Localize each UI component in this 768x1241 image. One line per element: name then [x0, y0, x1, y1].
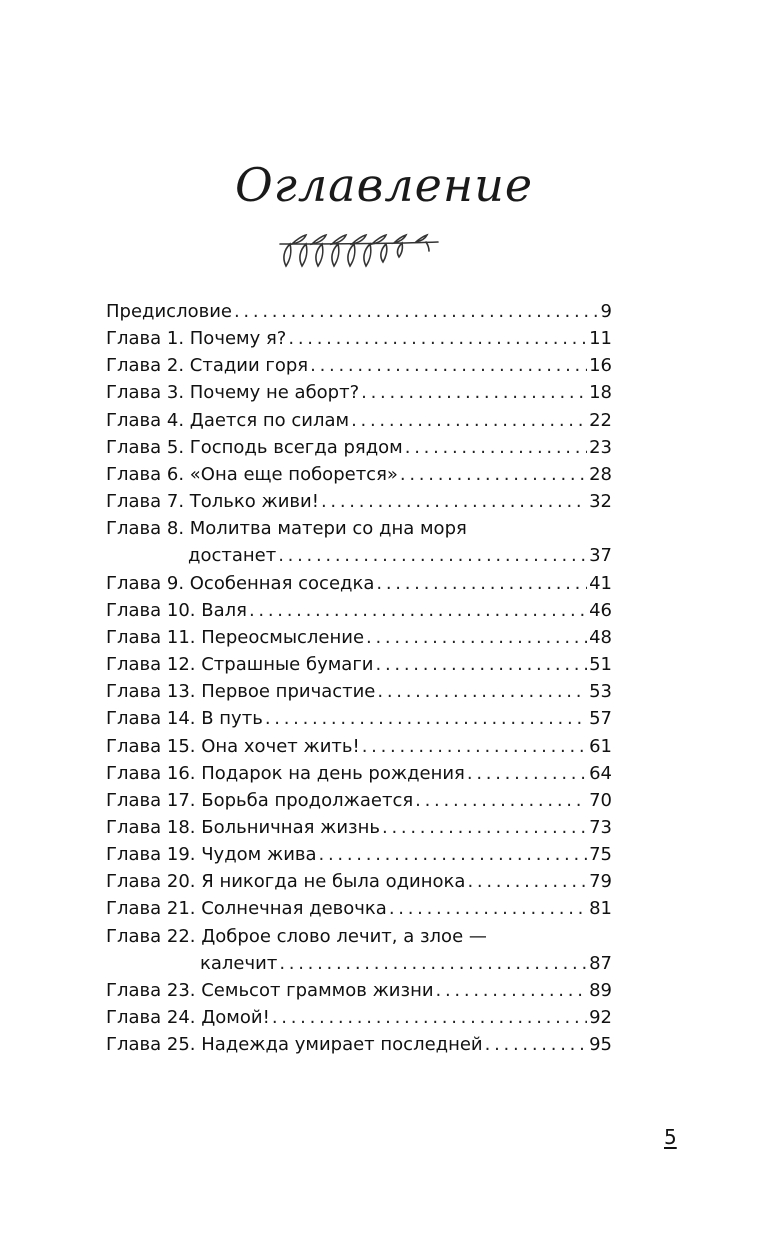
- dot-leader: [436, 977, 588, 1004]
- dot-leader: [361, 379, 587, 406]
- toc-entry-title: Глава 1. Почему я?: [106, 328, 287, 350]
- toc-entry[interactable]: [106, 570, 612, 597]
- toc-entry[interactable]: [106, 488, 612, 515]
- toc-entry-page: 57: [589, 708, 612, 730]
- toc-entry-continuation[interactable]: [106, 950, 612, 977]
- toc-entry-page: 37: [589, 545, 612, 567]
- toc-entry-page: 73: [589, 816, 612, 838]
- toc-entry[interactable]: [106, 841, 612, 868]
- dot-leader: [249, 597, 587, 624]
- dot-leader: [382, 814, 587, 841]
- toc-entry[interactable]: [106, 678, 612, 705]
- toc-entry-page: 81: [589, 898, 612, 920]
- toc-entry[interactable]: [106, 760, 612, 787]
- toc-entry-title: Глава 2. Стадии горя: [106, 355, 309, 377]
- toc-entry-title: Глава 24. Домой!: [106, 1007, 270, 1029]
- toc-entry-title: Глава 10. Валя: [106, 599, 247, 621]
- toc-entry-page: 95: [589, 1034, 612, 1056]
- toc-entry-page: 16: [589, 355, 612, 377]
- page-number: 5: [664, 1125, 677, 1149]
- toc-entry-page: 32: [589, 491, 612, 513]
- toc-entry-continuation[interactable]: [106, 542, 612, 569]
- toc-entry[interactable]: [106, 461, 612, 488]
- toc-entry-page: 92: [589, 1007, 612, 1029]
- toc-entry[interactable]: [106, 379, 612, 406]
- toc-entry-page: 18: [589, 382, 612, 404]
- toc-entry[interactable]: [106, 298, 612, 325]
- toc-entry-title: Глава 14. В путь: [106, 708, 263, 730]
- dot-leader: [279, 950, 587, 977]
- dot-leader: [278, 542, 587, 569]
- toc-entry-page: 64: [589, 762, 612, 784]
- dot-leader: [265, 705, 587, 732]
- toc-entry[interactable]: [106, 733, 612, 760]
- dot-leader: [234, 298, 599, 325]
- toc-entry-page: 70: [589, 789, 612, 811]
- dot-leader: [415, 787, 587, 814]
- dot-leader: [376, 570, 587, 597]
- dot-leader: [288, 325, 587, 352]
- dot-leader: [310, 352, 587, 379]
- dot-leader: [467, 868, 587, 895]
- toc-entry-title: Глава 7. Только живи!: [106, 491, 319, 513]
- table-of-contents: [106, 298, 612, 1058]
- toc-entry-title: Глава 5. Господь всегда рядом: [106, 436, 403, 458]
- toc-entry-page: 9: [600, 301, 612, 322]
- toc-entry-page: 61: [589, 735, 612, 757]
- toc-entry[interactable]: [106, 434, 612, 461]
- dot-leader: [400, 461, 587, 488]
- toc-entry-title: Глава 6. «Она еще поборется»: [106, 463, 398, 485]
- toc-entry-page: 22: [589, 409, 612, 431]
- toc-entry-title: Глава 15. Она хочет жить!: [106, 735, 360, 757]
- dot-leader: [467, 760, 587, 787]
- toc-entry-title: Глава 25. Надежда умирает последней: [106, 1034, 483, 1056]
- toc-entry[interactable]: [106, 895, 612, 922]
- toc-entry-title: Глава 22. Доброе слово лечит, а злое —: [106, 925, 487, 947]
- dot-leader: [405, 434, 587, 461]
- toc-entry[interactable]: [106, 923, 612, 950]
- toc-entry-page: 53: [589, 681, 612, 703]
- dot-leader: [351, 407, 587, 434]
- toc-entry[interactable]: [106, 651, 612, 678]
- toc-entry[interactable]: [106, 705, 612, 732]
- toc-entry-title: Глава 17. Борьба продолжается: [106, 789, 414, 811]
- toc-entry-title: Глава 16. Подарок на день рождения: [106, 762, 465, 784]
- toc-entry-title: Глава 8. Молитва матери со дна моря: [106, 518, 467, 540]
- toc-entry-page: 51: [589, 654, 612, 676]
- toc-entry-title: Глава 12. Страшные бумаги: [106, 654, 374, 676]
- toc-entry-title: Глава 20. Я никогда не была одинока: [106, 871, 466, 893]
- dot-leader: [389, 895, 587, 922]
- toc-entry-page: 28: [589, 463, 612, 485]
- toc-entry[interactable]: [106, 977, 612, 1004]
- toc-entry-title: Глава 19. Чудом жива: [106, 844, 317, 866]
- toc-entry-page: 87: [589, 952, 612, 974]
- dot-leader: [366, 624, 587, 651]
- toc-entry[interactable]: [106, 1031, 612, 1058]
- toc-entry-page: 41: [589, 572, 612, 594]
- toc-entry[interactable]: [106, 515, 612, 542]
- toc-entry-title: Глава 23. Семьсот граммов жизни: [106, 979, 434, 1001]
- toc-entry[interactable]: [106, 787, 612, 814]
- toc-entry-title: Предисловие: [106, 301, 232, 322]
- dot-leader: [321, 488, 587, 515]
- toc-entry-page: 11: [589, 328, 612, 350]
- dot-leader: [376, 651, 588, 678]
- toc-entry-page: 75: [589, 844, 612, 866]
- dot-leader: [319, 841, 588, 868]
- toc-entry-title: Глава 3. Почему не аборт?: [106, 382, 360, 404]
- toc-entry[interactable]: [106, 352, 612, 379]
- dot-leader: [377, 678, 587, 705]
- dot-leader: [272, 1004, 587, 1031]
- page-title: Оглавление: [234, 158, 534, 212]
- toc-entry-title-continuation: достанет: [188, 545, 277, 567]
- toc-entry-title: Глава 18. Больничная жизнь: [106, 816, 381, 838]
- toc-entry-title: Глава 9. Особенная соседка: [106, 572, 375, 594]
- laurel-branch-icon: [276, 228, 442, 276]
- toc-entry-title: Глава 11. Переосмысление: [106, 626, 365, 648]
- toc-entry[interactable]: [106, 868, 612, 895]
- toc-entry-page: 79: [589, 871, 612, 893]
- toc-entry-title: Глава 4. Дается по силам: [106, 409, 350, 431]
- toc-entry[interactable]: [106, 624, 612, 651]
- toc-entry-page: 23: [589, 436, 612, 458]
- toc-entry-page: 46: [589, 599, 612, 621]
- dot-leader: [485, 1031, 587, 1058]
- toc-entry[interactable]: [106, 325, 612, 352]
- dot-leader: [362, 733, 587, 760]
- toc-entry[interactable]: [106, 407, 612, 434]
- toc-entry-title: Глава 13. Первое причастие: [106, 681, 376, 703]
- toc-entry-title: Глава 21. Солнечная девочка: [106, 898, 387, 920]
- toc-entry-page: 48: [589, 626, 612, 648]
- toc-entry-title-continuation: калечит: [200, 952, 278, 974]
- toc-entry-page: 89: [589, 979, 612, 1001]
- toc-entry[interactable]: [106, 1004, 612, 1031]
- toc-entry[interactable]: [106, 597, 612, 624]
- toc-entry[interactable]: [106, 814, 612, 841]
